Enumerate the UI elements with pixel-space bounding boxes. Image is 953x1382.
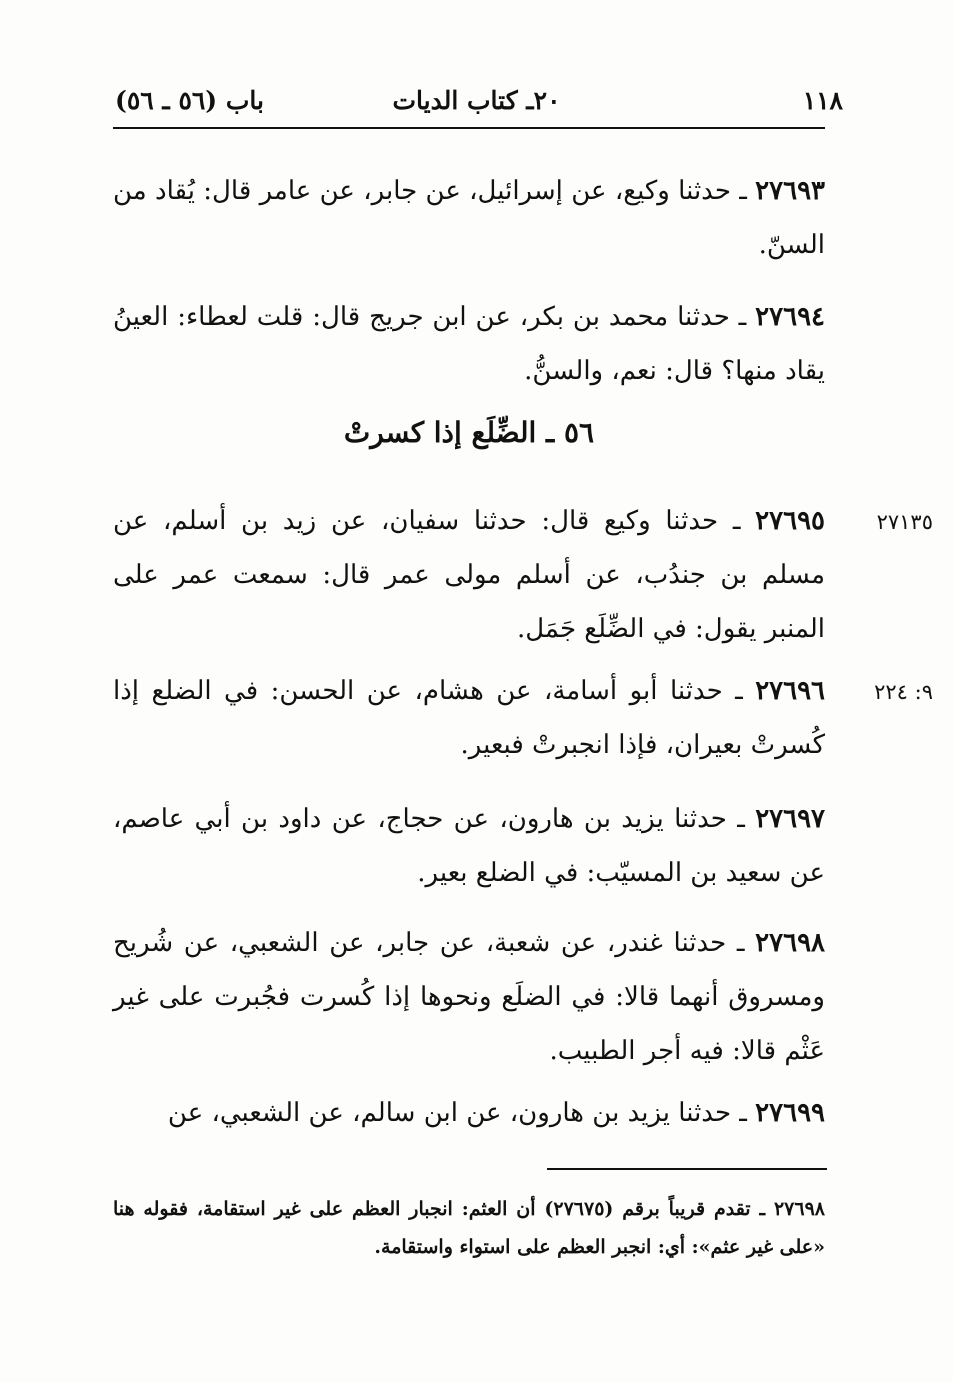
hadith-paragraph	[113, 494, 825, 656]
hadith-paragraph	[113, 290, 825, 398]
hadith-number: ٢٧٦٩٧	[755, 804, 826, 834]
hadith-text: ـ حدثنا محمد بن بكر، عن ابن جريج قال: قلت لعطاء: العينُ يقاد منها؟ قال: نعم، والسنُّ.	[113, 302, 825, 386]
section-range: باب (٥٦ ـ ٥٦)	[115, 86, 264, 115]
hadith-text: ـ حدثنا يزيد بن هارون، عن حجاج، عن داود بن أبي عاصم، عن سعيد بن المسيّب: في الضلع بعير.	[113, 804, 825, 888]
margin-reference: ٩: ٢٢٤	[874, 680, 933, 704]
hadith-paragraph	[113, 792, 825, 900]
hadith-number: ٢٧٦٩٦	[755, 676, 826, 706]
hadith-text: ـ حدثنا يزيد بن هارون، عن ابن سالم، عن الشعبي، عن	[167, 1098, 747, 1128]
hadith-number: ٢٧٦٩٨	[755, 928, 825, 958]
hadith-text: ـ حدثنا وكيع، عن إسرائيل، عن جابر، عن عامر قال: يُقاد من السنّ.	[113, 176, 825, 260]
hadith-number: ٢٧٦٩٥	[755, 506, 825, 536]
hadith-number: ٢٧٦٩٤	[755, 302, 825, 332]
hadith-number: ٢٧٦٩٣	[755, 176, 825, 206]
hadith-paragraph	[113, 1086, 825, 1140]
page-number: ١١٨	[802, 86, 843, 115]
header-rule	[113, 127, 825, 129]
hadith-text: ـ حدثنا وكيع قال: حدثنا سفيان، عن زيد بن أسلم، عن مسلم بن جندُب، عن أسلم مولى عمر قال: سمعت عمر على المنبر يقول: في الضِّلَع جَمَل.	[113, 506, 825, 644]
hadith-paragraph	[113, 164, 825, 272]
hadith-number: ٢٧٦٩٩	[755, 1098, 825, 1128]
hadith-paragraph	[113, 664, 825, 772]
hadith-text: ـ حدثنا غندر، عن شعبة، عن جابر، عن الشعبي، عن شُريح ومسروق أنهما قالا: في الضلَع ونحوها إذا كُسرت فجُبرت على غير عَثْم قالا: فيه أجر الطبيب.	[113, 928, 825, 1066]
hadith-text: ـ حدثنا أبو أسامة، عن هشام، عن الحسن: في الضلع إذا كُسرتْ بعيران، فإذا انجبرتْ فبعير.	[113, 676, 825, 760]
footnote: ٢٧٦٩٨ ـ تقدم قريباً برقم (٢٧٦٧٥) أن العثم: انجبار العظم على غير استقامة، فقوله هنا «على غير عثم»: أي: انجبر العظم على استواء واستقامة.	[113, 1198, 825, 1258]
hadith-paragraph	[113, 916, 825, 1078]
footnote-rule	[547, 1168, 827, 1170]
book-title: ٢٠ـ كتاب الديات	[392, 86, 561, 115]
margin-reference: ٢٧١٣٥	[876, 510, 933, 534]
chapter-heading: ٥٦ ـ الضِّلَع إذا كسرتْ	[343, 416, 595, 449]
